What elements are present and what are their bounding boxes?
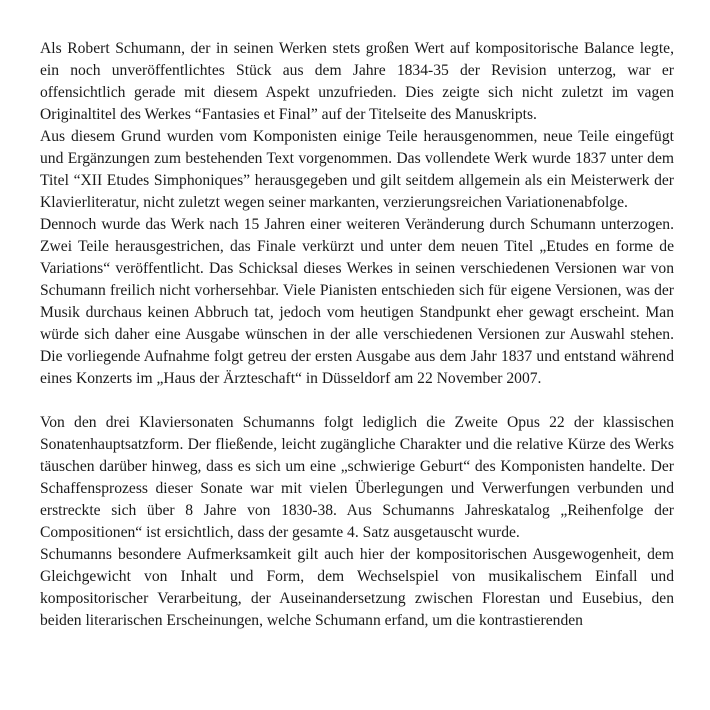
document-body xyxy=(40,38,674,632)
paragraph-4: Von den drei Klaviersonaten Schumanns folgt lediglich die Zweite Opus 22 der klassischen Sonatenhauptsatzform. Der fließende, leicht zugängliche Charakter und die relative Kürze des Werks täuschen darüber hinweg, dass es sich um eine „schwierige Geburt“ des Komponisten handelte. Der Schaffensprozess dieser Sonate war mit vielen Überlegungen und Verwerfungen verbunden und erstreckte sich über 8 Jahre von 1830-38. Aus Schumanns Jahreskatalog „Reihenfolge der Compositionen“ ist ersichtlich, dass der gesamte 4. Satz ausgetauscht wurde. xyxy=(40,414,674,541)
paragraph-1: Als Robert Schumann, der in seinen Werken stets großen Wert auf kompositorische Balance legte, ein noch unveröffentlichtes Stück aus dem Jahre 1834-35 der Revision unterzog, war er offensichtlich gerade mit diesem Aspekt unzufrieden. Dies zeigte sich nicht zuletzt im vagen Originaltitel des Werkes “Fantasies et Final” auf der Titelseite des Manuskripts. xyxy=(40,40,674,123)
paragraph-3: Dennoch wurde das Werk nach 15 Jahren einer weiteren Veränderung durch Schumann unterzogen. Zwei Teile herausgestrichen, das Finale verkürzt und unter dem neuen Titel „Etudes en forme de Variations“ veröffentlicht. Das Schicksal dieses Werkes in seinen verschiedenen Versionen war von Schumann freilich nicht vorhersehbar. Viele Pianisten entschieden sich für eigene Versionen, was der Musik durchaus keinen Abbruch tat, jedoch vom heutigen Standpunkt eher gewagt erscheint. Man würde sich daher eine Ausgabe wünschen in der alle verschiedenen Versionen zur Auswahl stehen. Die vorliegende Aufnahme folgt getreu der ersten Ausgabe aus dem Jahr 1837 und entstand während eines Konzerts im „Haus der Ärzteschaft“ in Düsseldorf am 22 November 2007. xyxy=(40,216,674,387)
paragraph-2: Aus diesem Grund wurden vom Komponisten einige Teile herausgenommen, neue Teile eingefügt und Ergänzungen zum bestehenden Text vorgenommen. Das vollendete Werk wurde 1837 unter dem Titel “XII Etudes Simphoniques” herausgegeben und gilt seitdem allgemein als ein Meisterwerk der Klavierliteratur, nicht zuletzt wegen seiner markanten, verzierungsreichen Variationenabfolge. xyxy=(40,128,674,211)
paragraph-5: Schumanns besondere Aufmerksamkeit gilt auch hier der kompositorischen Ausgewogenheit, dem Gleichgewicht von Inhalt und Form, dem Wechselspiel von musikalischem Einfall und kompositorischer Verarbeitung, der Auseinandersetzung zwischen Florestan und Eusebius, den beiden literarischen Erscheinungen, welche Schumann erfand, um die kontrastierenden xyxy=(40,546,674,629)
